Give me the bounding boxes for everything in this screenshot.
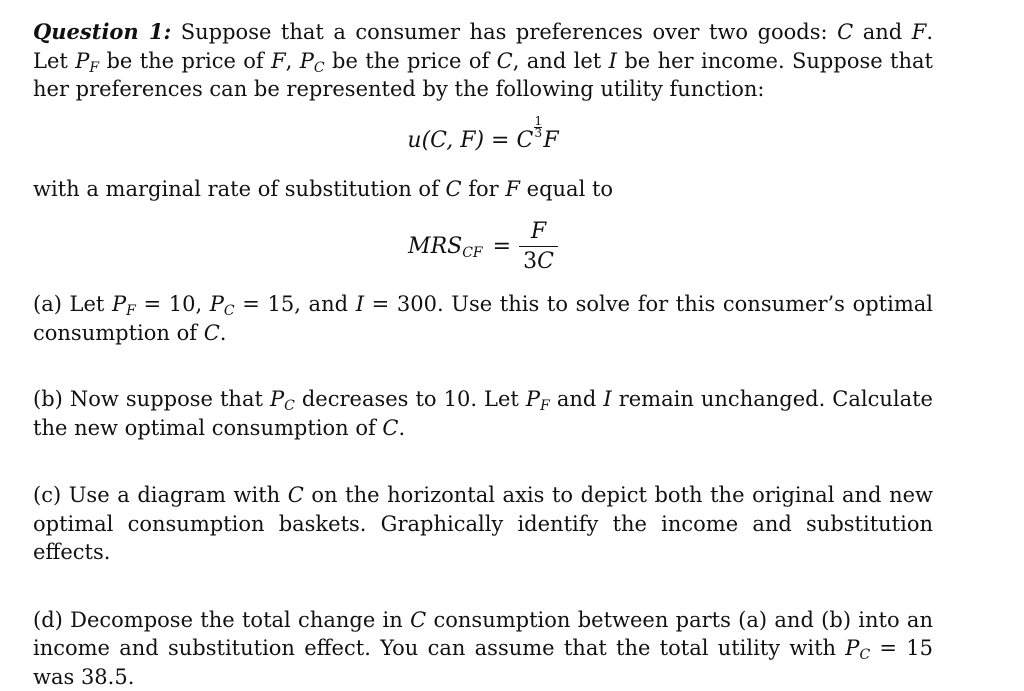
- utility-rhs: F: [543, 128, 558, 153]
- utility-lhs: u(C, F) = C: [407, 128, 533, 153]
- price-f: $P_F$: [526, 387, 550, 411]
- mrs-intro: with a marginal rate of substitution of C for F equal to: [33, 175, 933, 204]
- var-c: C: [410, 608, 426, 632]
- price-f: $P_F$: [75, 49, 99, 73]
- part-d: (d) Decompose the total change in C consumption between parts (a) and (b) into an income and substitution effect. You can assume that the total utility with $P_C = 15$ was 38.5.: [33, 606, 933, 691]
- mrs-lhs: $MRS_{CF}$: [408, 234, 483, 259]
- var-income: I: [356, 292, 364, 316]
- var-f: F: [912, 20, 927, 44]
- price-c: $P_C$: [845, 636, 870, 660]
- intro-text: be the price of: [99, 49, 271, 73]
- question-page: [33, 18, 933, 691]
- price-c: $P_C$: [210, 292, 235, 316]
- intro-text: , and let: [513, 49, 609, 73]
- question-label: Question 1:: [33, 19, 171, 44]
- part-c: (c) Use a diagram with C on the horizontal axis to depict both the original and new optimal consumption baskets. Graphically identify the income and substitution effects.: [33, 481, 933, 567]
- intro-text: . Let: [33, 20, 933, 73]
- intro-text: ,: [286, 49, 300, 73]
- price-c: $P_C$: [270, 387, 295, 411]
- var-c: C: [204, 321, 220, 345]
- question-intro: [33, 18, 933, 104]
- var-f: F: [271, 49, 286, 73]
- intro-text: Suppose that a consumer has preferences over two goods:: [171, 20, 837, 44]
- mrs-equals: =: [493, 234, 511, 259]
- mrs-fraction: [519, 219, 558, 274]
- price-c: $P_C$: [300, 49, 325, 73]
- var-c: C: [382, 416, 398, 440]
- var-c: C: [446, 177, 462, 201]
- intro-text: be her income. Suppose that her preferences can be represented by the following utility function:: [33, 49, 933, 102]
- part-b: (b) Now suppose that $P_C$ decreases to 10. Let $P_F$ and I remain unchanged. Calculate the new optimal consumption of C.: [33, 385, 933, 442]
- mrs-denominator: 3C: [519, 246, 558, 274]
- var-f: F: [505, 177, 520, 201]
- part-a: (a) Let $P_F = 10$, $P_C = 15$, and I = 300. Use this to solve for this consumer’s optimal consumption of C.: [33, 290, 933, 347]
- var-income: I: [609, 49, 617, 73]
- var-c: C: [288, 483, 304, 507]
- var-income: I: [603, 387, 611, 411]
- utility-equation: [33, 116, 933, 153]
- var-c: C: [497, 49, 513, 73]
- price-f: $P_F$: [112, 292, 136, 316]
- intro-text: and: [853, 20, 912, 44]
- mrs-numerator: F: [527, 219, 550, 246]
- var-c: C: [837, 20, 853, 44]
- mrs-equation: [33, 219, 933, 274]
- intro-text: be the price of: [325, 49, 497, 73]
- utility-exponent: $\frac{1}{3}$: [534, 116, 542, 139]
